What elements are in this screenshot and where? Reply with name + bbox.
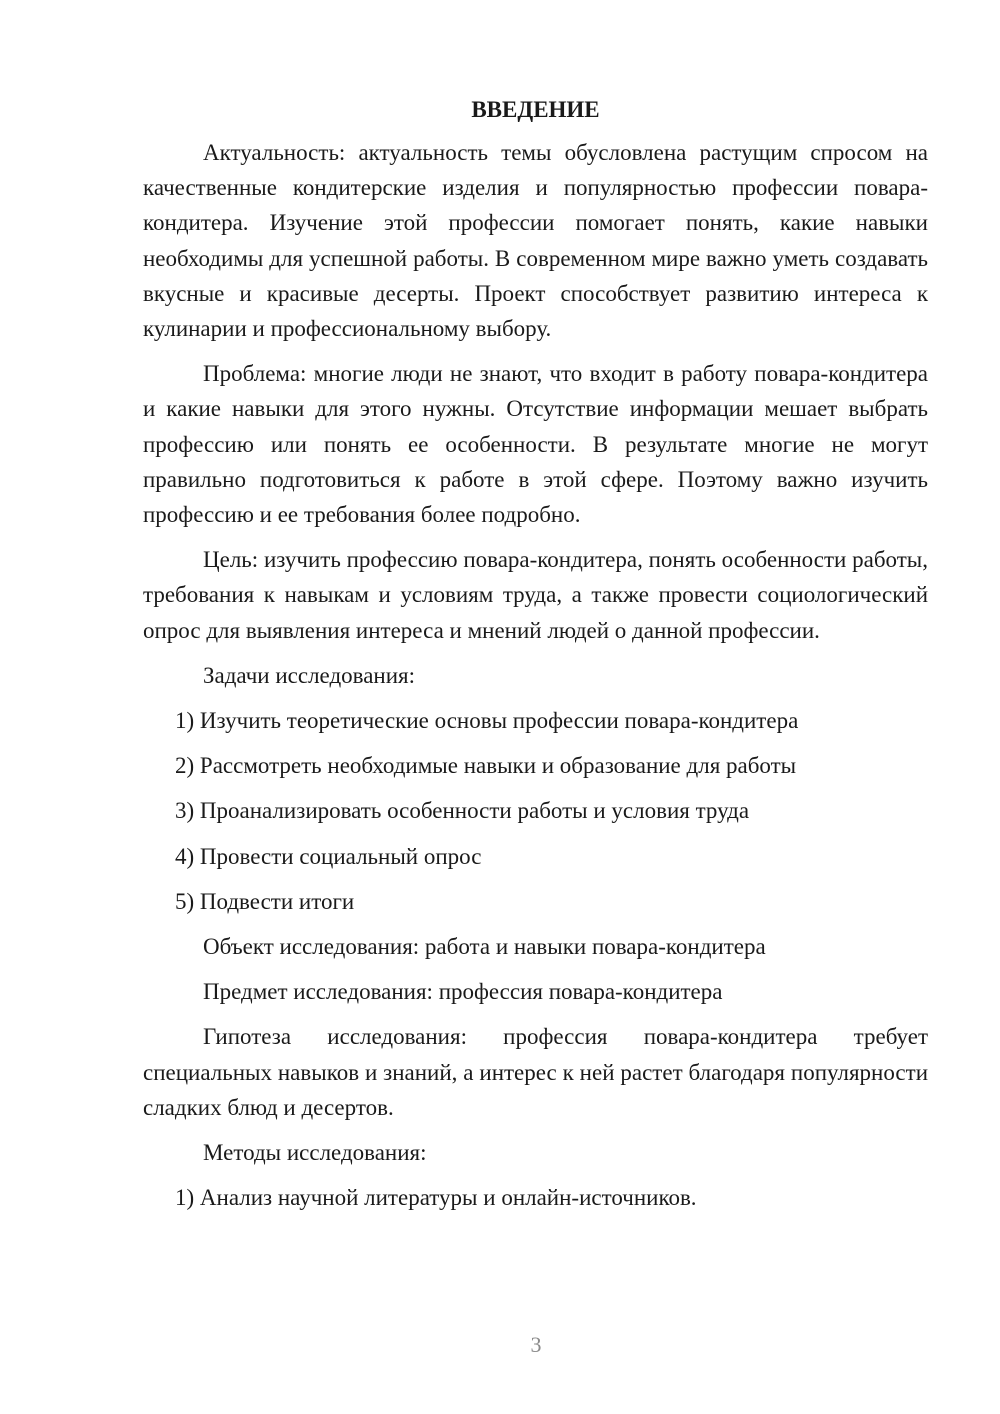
research-subject: Предмет исследования: профессия повара-кондитера [203, 979, 723, 1005]
methods-heading: Методы исследования: [203, 1140, 427, 1166]
relevance-paragraph: Актуальность: актуальность темы обусловлена растущим спросом на качественные кондитерские изделия и популярностью профессии повара-кондитера. Изучение этой профессии помогает понять, какие навыки необходимы для успешной работы. В современном мире важно уметь создавать вкусные и красивые десерты. Проект способствует развитию интереса к кулинарии и профессиональному выбору. [143, 140, 928, 342]
section-title: ВВЕДЕНИЕ [471, 97, 600, 122]
method-item: 1) Анализ научной литературы и онлайн-источников. [175, 1185, 697, 1211]
task-item: 2) Рассмотреть необходимые навыки и образование для работы [175, 753, 797, 779]
hypothesis-paragraph: Гипотеза исследования: профессия повара-кондитера требует специальных навыков и знаний, а интерес к ней растет благодаря популярности сладких блюд и десертов. [143, 1024, 928, 1120]
goal-paragraph: Цель: изучить профессию повара-кондитера, понять особенности работы, требования к навыкам и условиям труда, а также провести социологический опрос для выявления интереса и мнений людей о данной профессии. [143, 547, 928, 643]
task-item: 4) Провести социальный опрос [175, 843, 482, 869]
task-item: 1) Изучить теоретические основы профессии повара-кондитера [175, 708, 799, 734]
tasks-heading: Задачи исследования: [203, 662, 416, 688]
problem-paragraph: Проблема: многие люди не знают, что входит в работу повара-кондитера и какие навыки для этого нужны. Отсутствие информации мешает выбрать профессию или понять ее особенности. В результате многие не могут правильно подготовиться к работе в этой сфере. Поэтому важно изучить профессию и ее требования более подробно. [143, 361, 928, 528]
task-item: 5) Подвести итоги [175, 888, 355, 914]
page-number: 3 [530, 1332, 542, 1357]
research-object: Объект исследования: работа и навыки повара-кондитера [203, 934, 766, 960]
task-item: 3) Проанализировать особенности работы и условия труда [175, 798, 750, 824]
page-content [143, 92, 928, 1225]
